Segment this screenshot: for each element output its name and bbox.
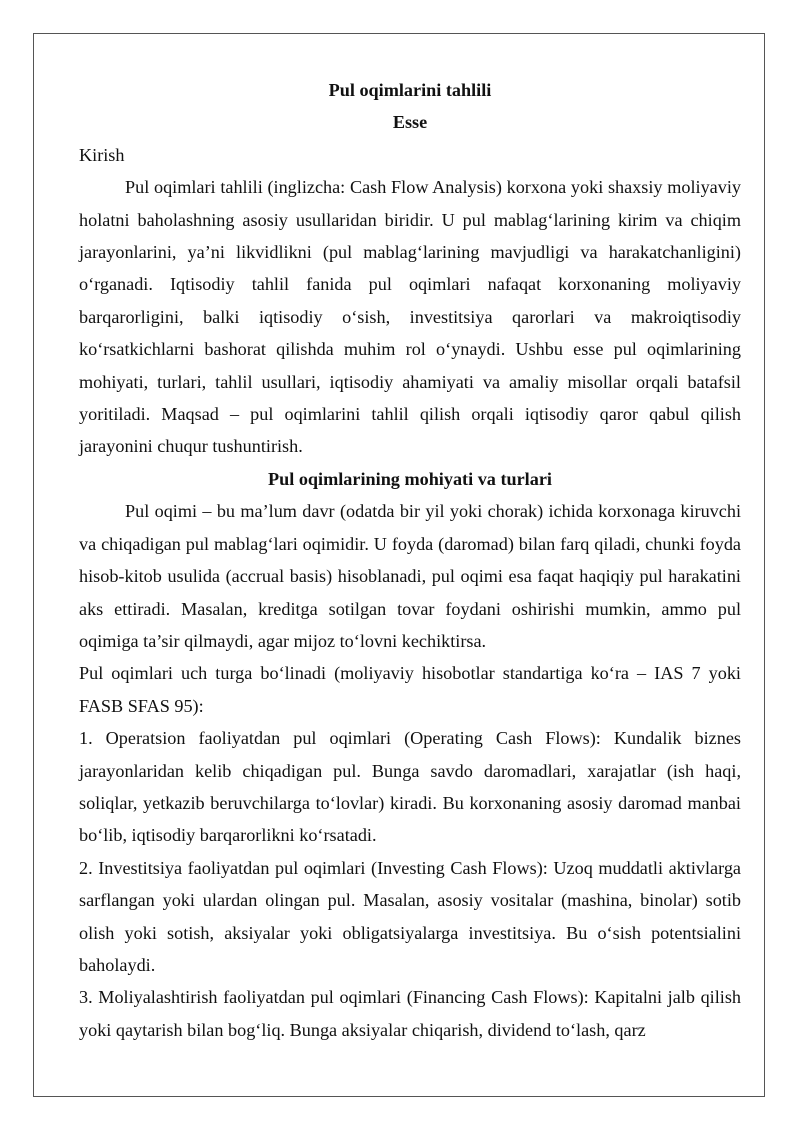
section-heading: Pul oqimlarining mohiyati va turlari <box>268 468 552 489</box>
list-item: 1. Operatsion faoliyatdan pul oqimlari (Operating Cash Flows): Kundalik biznes jarayonlaridan kelib chiqadigan pul. Bunga savdo daromadlari, xarajatlar (ish haqi, soliqlar, yetkazib beruvchilarga to‘lovlar) kiradi. Bu korxonaning asosiy daromad manbai bo‘lib, iqtisodiy barqarorlikni ko‘rsatadi. <box>79 728 741 846</box>
list-item: 2. Investitsiya faoliyatdan pul oqimlari (Investing Cash Flows): Uzoq muddatli aktivlarga sarflangan yoki ulardan olingan pul. Masalan, asosiy vositalar (mashina, binolar) sotib olish yoki sotish, aksiyalar yoki obligatsiyalarga investitsiya. Bu o‘sish potentsialini baholaydi. <box>79 857 741 975</box>
document-title: Pul oqimlarini tahlili <box>328 80 492 100</box>
document-body <box>79 74 741 1046</box>
section-paragraph: Pul oqimi – bu ma’lum davr (odatda bir yil yoki chorak) ichida korxonaga kiruvchi va chiqadigan pul mablag‘lari oqimidir. U foyda (daromad) bilan farq qiladi, chunki foyda hisob-kitob usulida (accrual basis) hisoblanadi, pul oqimi esa faqat haqiqiy pul harakatini aks ettiradi. Masalan, kreditga sotilgan tovar foydani oshirishi mumkin, ammo pul oqimiga ta’sir qilmaydi, agar mijoz to‘lovni kechiktirsa. <box>79 501 741 651</box>
types-intro: Pul oqimlari uch turga bo‘linadi (moliyaviy hisobotlar standartiga ko‘ra – IAS 7 yoki FASB SFAS 95): <box>79 663 741 716</box>
intro-paragraph: Pul oqimlari tahlili (inglizcha: Cash Flow Analysis) korxona yoki shaxsiy moliyaviy holatni baholashning asosiy usullaridan biridir. U pul mablag‘larining kirim va chiqim jarayonlarini, ya’ni likvidlikni (pul mablag‘larining mavjudligi va harakatchanligini) o‘rganadi. Iqtisodiy tahlil fanida pul oqimlari nafaqat korxonaning moliyaviy barqarorligini, balki iqtisodiy o‘sish, investitsiya qarorlari va makroiqtisodiy ko‘rsatkichlarni bashorat qilishda muhim rol o‘ynaydi. Ushbu esse pul oqimlarining mohiyati, turlari, tahlil usullari, iqtisodiy ahamiyati va amaliy misollar orqali batafsil yoritiladi. Maqsad – pul oqimlarini tahlil qilish orqali iqtisodiy qaror qabul qilish jarayonini chuqur tushuntirish. <box>79 177 741 457</box>
intro-heading: Kirish <box>79 144 125 165</box>
list-item: 3. Moliyalashtirish faoliyatdan pul oqimlari (Financing Cash Flows): Kapitalni jalb qilish yoki qaytarish bilan bog‘liq. Bunga aksiyalar chiqarish, dividend to‘lash, qarz <box>79 987 741 1040</box>
document-subtitle: Esse <box>392 112 428 133</box>
